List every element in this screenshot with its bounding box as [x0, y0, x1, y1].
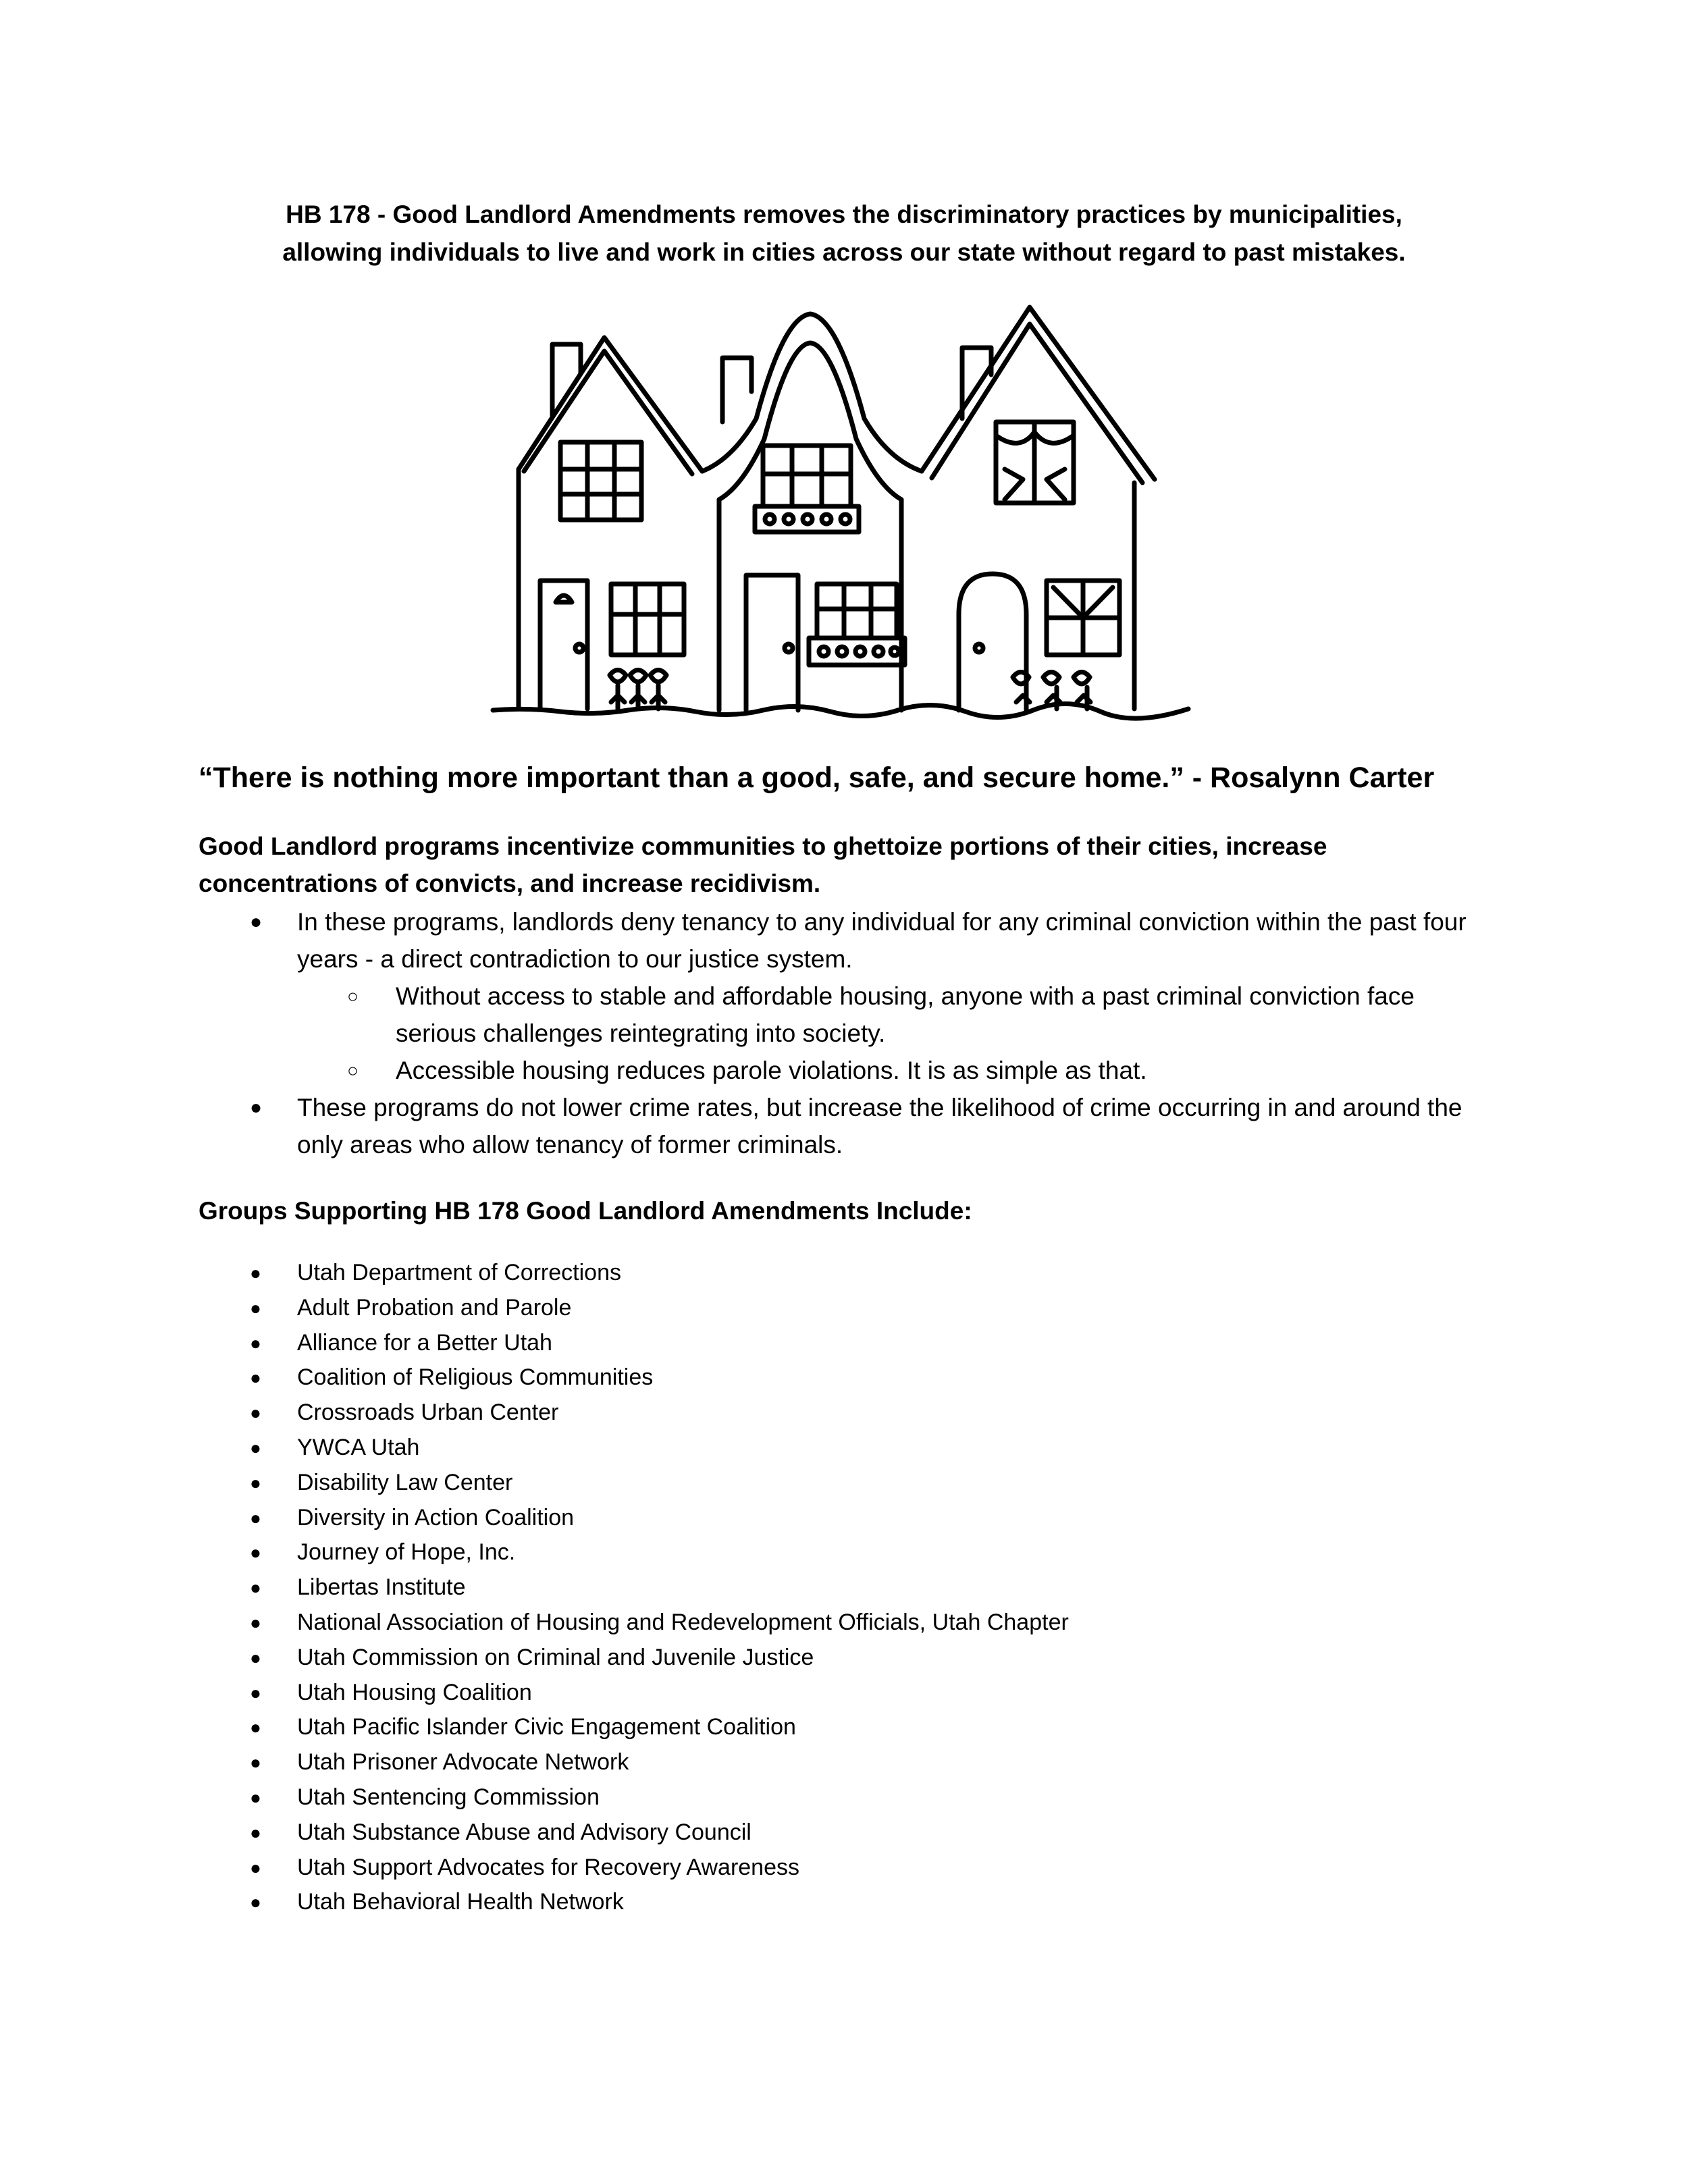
list-item [199, 1395, 1502, 1431]
list-item [199, 1256, 1502, 1291]
bullet-marker: ● [250, 1332, 261, 1354]
list-item [199, 1535, 1502, 1570]
list-item [199, 1605, 1502, 1641]
list-item [199, 1431, 1502, 1466]
bullet-marker: ● [250, 1821, 261, 1843]
sub-bullet-marker: ○ [347, 986, 359, 1007]
bullet-marker: ● [250, 1437, 261, 1458]
group-name: Disability Law Center [297, 1469, 513, 1495]
sub-bullet-item [199, 978, 1502, 1052]
group-name: YWCA Utah [297, 1434, 420, 1460]
sub-bullet-text: Accessible housing reduces parole violations. It is as simple as that. [396, 1057, 1147, 1084]
group-name: Utah Housing Coalition [297, 1679, 532, 1705]
list-item [199, 1780, 1502, 1815]
group-name: Utah Support Advocates for Recovery Awareness [297, 1854, 799, 1880]
bullet-marker: ● [250, 1507, 261, 1528]
bullet-marker: ● [250, 1857, 261, 1878]
list-item [199, 1466, 1502, 1501]
section-heading: Good Landlord programs incentivize communities to ghettoize portions of their cities, increase concentrations of convicts, and increase recidivism. [199, 832, 1327, 897]
list-item [199, 1570, 1502, 1605]
list-item [199, 1291, 1502, 1326]
sub-bullet-text: Without access to stable and affordable housing, anyone with a past criminal conviction face serious challenges reintegrating into society. [396, 982, 1415, 1047]
bullet-marker: ● [250, 1262, 261, 1283]
bullet-marker: ● [250, 1297, 261, 1319]
bullet-marker: ● [250, 1752, 261, 1774]
bullet-marker: ● [250, 1577, 261, 1599]
headline [135, 196, 1553, 271]
bullet-marker: ● [250, 1367, 261, 1389]
bullet-marker: ● [250, 1472, 261, 1493]
list-item [199, 1501, 1502, 1536]
bullet-marker: ● [250, 1096, 263, 1119]
bullet-marker: ● [250, 1717, 261, 1738]
list-item [199, 1710, 1502, 1745]
list-item [199, 1676, 1502, 1711]
groups-heading: Groups Supporting HB 178 Good Landlord Amendments Include: [199, 1197, 972, 1225]
bullet-marker: ● [250, 1892, 261, 1913]
group-name: Utah Pacific Islander Civic Engagement Coalition [297, 1714, 796, 1740]
bullet-marker: ● [250, 1786, 261, 1808]
sub-bullet-item [199, 1052, 1502, 1089]
group-name: Utah Sentencing Commission [297, 1784, 600, 1810]
group-name: Utah Substance Abuse and Advisory Council [297, 1819, 751, 1845]
list-item [199, 1745, 1502, 1780]
bullet-marker: ● [250, 1647, 261, 1668]
bullet-text: These programs do not lower crime rates, but increase the likelihood of crime occurring in and around the only areas who allow tenancy of former criminals. [297, 1094, 1462, 1158]
group-name: National Association of Housing and Redevelopment Officials, Utah Chapter [297, 1609, 1069, 1635]
list-item [199, 1885, 1502, 1920]
list-item [199, 1360, 1502, 1395]
list-item [199, 1850, 1502, 1886]
group-name: Utah Behavioral Health Network [297, 1889, 624, 1915]
bullet-item [199, 1089, 1502, 1163]
group-name: Libertas Institute [297, 1574, 466, 1601]
list-item [199, 1815, 1502, 1850]
headline-line-2: allowing individuals to live and work in cities across our state without regard to past mistakes. [282, 238, 1406, 266]
bullet-list [199, 903, 1502, 1163]
sub-bullet-marker: ○ [347, 1060, 359, 1081]
group-name: Alliance for a Better Utah [297, 1329, 552, 1356]
group-name: Utah Prisoner Advocate Network [297, 1749, 629, 1776]
bullet-text: In these programs, landlords deny tenancy to any individual for any criminal conviction within the past four years - a direct contradiction to our justice system. [297, 908, 1467, 973]
bullet-item [199, 903, 1502, 978]
group-name: Utah Department of Corrections [297, 1260, 621, 1285]
bullet-marker: ● [250, 911, 263, 933]
bullet-marker: ● [250, 1682, 261, 1703]
group-name: Journey of Hope, Inc. [297, 1539, 516, 1566]
group-name: Utah Commission on Criminal and Juvenile Justice [297, 1644, 814, 1670]
bullet-marker: ● [250, 1542, 261, 1564]
list-item [199, 1326, 1502, 1361]
supporting-groups-list [199, 1256, 1502, 1920]
headline-line-1: HB 178 - Good Landlord Amendments removes the discriminatory practices by municipalities, [286, 201, 1402, 228]
bullet-marker: ● [250, 1402, 261, 1424]
group-name: Coalition of Religious Communities [297, 1364, 654, 1391]
houses-illustration [486, 297, 1195, 729]
group-name: Crossroads Urban Center [297, 1400, 559, 1426]
group-name: Diversity in Action Coalition [297, 1504, 575, 1530]
list-item [199, 1641, 1502, 1676]
quote: “There is nothing more important than a good, safe, and secure home.” - Rosalynn Carter [199, 762, 1435, 794]
group-name: Adult Probation and Parole [297, 1294, 572, 1321]
bullet-marker: ● [250, 1612, 261, 1633]
